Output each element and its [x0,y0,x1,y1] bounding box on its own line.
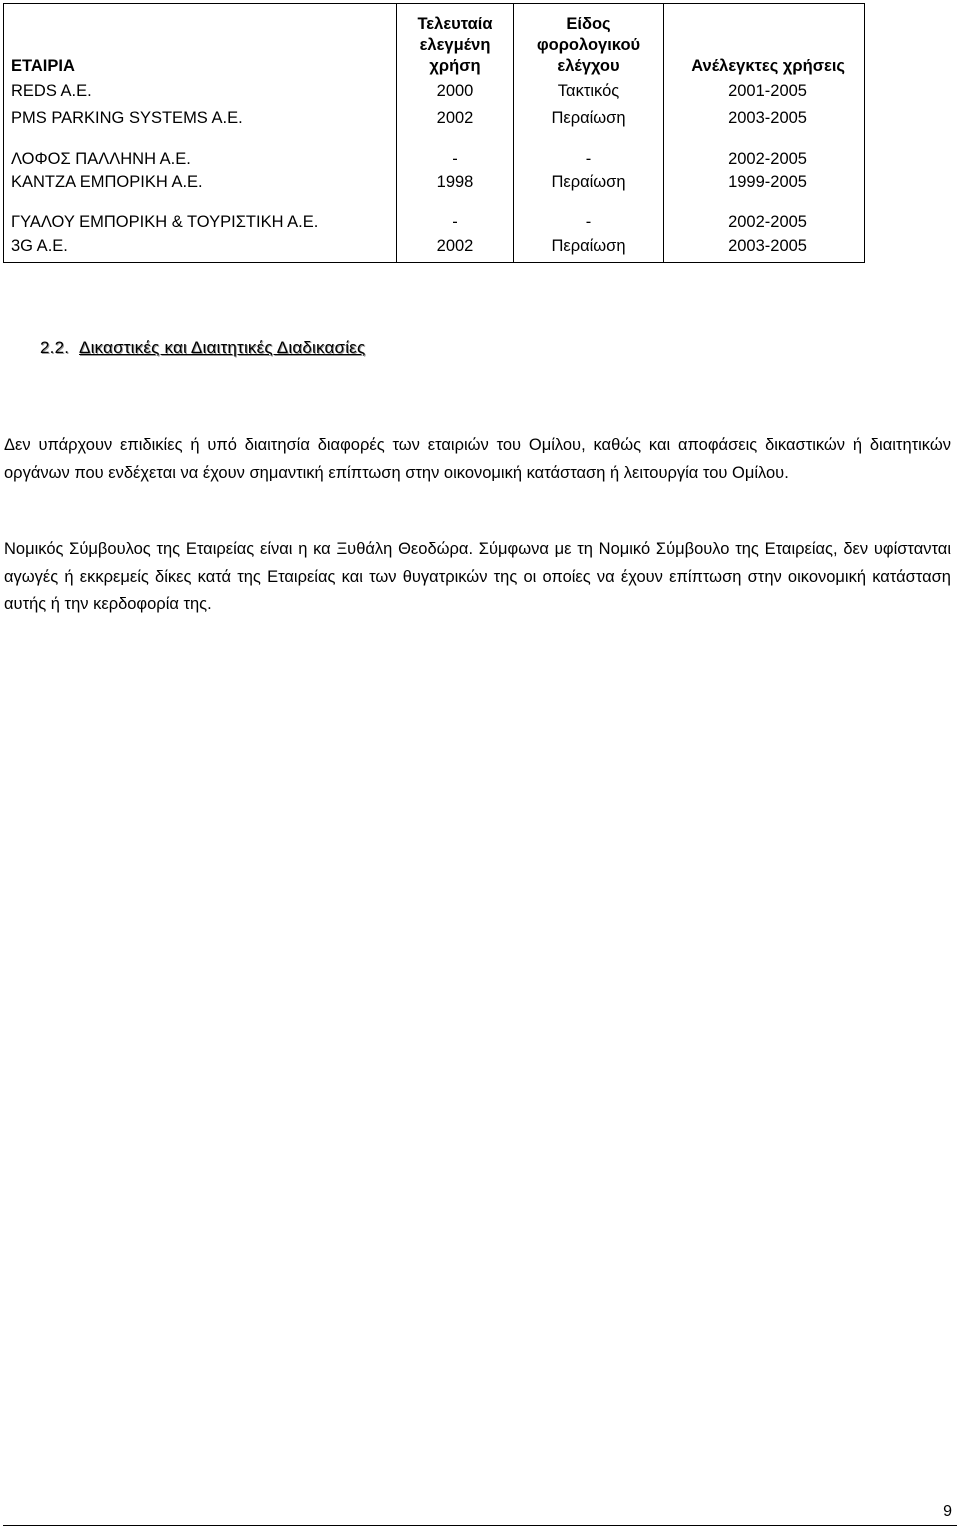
cell-unaudited: 2003-2005 [664,232,865,263]
cell-audit-type: Τακτικός [514,78,664,105]
section-number: 2.2. [40,338,70,357]
paragraph-litigation: Δεν υπάρχουν επιδικίες ή υπό διαιτησία διαφορές των εταιριών του Ομίλου, καθώς και αποφάσεις δικαστικών ή διαιτητικών οργάνων που ενδέχεται να έχουν σημαντική επίπτωση στην οικονομική κατάσταση ή λειτουργία του Ομίλου. [4,436,951,482]
cell-last-audited: 2002 [397,232,514,263]
cell-company: PMS PARKING SYSTEMS A.E. [4,105,397,133]
table-row [4,105,865,133]
cell-unaudited: 2002-2005 [664,196,865,232]
cell-audit-type: Περαίωση [514,169,664,196]
cell-audit-type: Περαίωση [514,232,664,263]
cell-last-audited: 2000 [397,78,514,105]
paragraph-legal-advisor: Νομικός Σύμβουλος της Εταιρείας είναι η κα Ξυθάλη Θεοδώρα. Σύμφωνα με τη Νομικό Σύμβουλο της Εταιρείας, δεν υφίστανται αγωγές ή εκκρεμείς δίκες κατά της Εταιρείας και των θυγατρικών της οι οποίες να έχουν επίπτωση στην οικονομική κατάσταση αυτής ή την κερδοφορία της. [4,540,951,613]
cell-last-audited: 1998 [397,169,514,196]
header-last-audited-line: χρήση [429,56,481,75]
cell-last-audited: - [397,133,514,169]
cell-last-audited: - [397,196,514,232]
header-audit-type-line: φορολογικού [536,35,641,54]
cell-company: ΚΑΝΤΖΑ ΕΜΠΟΡΙΚΗ Α.Ε. [4,169,397,196]
cell-unaudited: 2002-2005 [664,133,865,169]
section-title: Δικαστικές και Διαιτητικές Διαδικασίες [79,338,366,357]
cell-audit-type: Περαίωση [514,105,664,133]
table-row [4,169,865,196]
table-header-row [4,4,865,78]
table-row [4,133,865,169]
tax-audit-table [3,3,865,263]
header-last-audited-line: Τελευταία [417,14,493,33]
cell-unaudited: 2003-2005 [664,105,865,133]
table-row [4,196,865,232]
cell-audit-type: - [514,133,664,169]
table-row [4,78,865,105]
cell-audit-type: - [514,196,664,232]
header-audit-type-line: ελέγχου [557,56,620,75]
cell-last-audited: 2002 [397,105,514,133]
cell-unaudited: 2001-2005 [664,78,865,105]
header-audit-type [514,4,664,78]
cell-company: ΛΟΦΟΣ ΠΑΛΛΗΝΗ Α.Ε. [4,133,397,169]
header-audit-type-line: Είδος [566,14,611,33]
header-unaudited-years: Ανέλεγκτες χρήσεις [664,4,865,78]
header-last-audited-year [397,4,514,78]
header-company: ΕΤΑΙΡΙΑ [4,4,397,78]
cell-company: REDS A.E. [4,78,397,105]
table-row [4,232,865,263]
cell-unaudited: 1999-2005 [664,169,865,196]
cell-company: 3G A.E. [4,232,397,263]
section-heading [40,338,365,358]
header-last-audited-line: ελεγμένη [419,35,491,54]
cell-company: ΓΥΑΛΟΥ ΕΜΠΟΡΙΚΗ & ΤΟΥΡΙΣΤΙΚΗ Α.Ε. [4,196,397,232]
page-number: 9 [943,1503,952,1520]
footer-divider [3,1525,957,1526]
